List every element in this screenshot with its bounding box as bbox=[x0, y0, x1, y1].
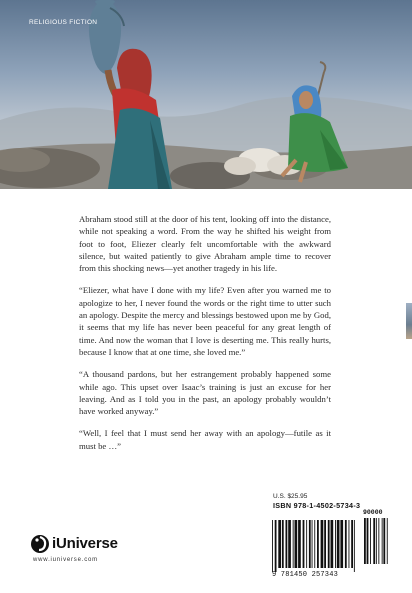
barcode-bar bbox=[340, 520, 343, 568]
barcode-bar bbox=[278, 520, 281, 568]
barcode-addon-digits: 90000 bbox=[363, 509, 383, 516]
barcode-addon-bar bbox=[364, 518, 366, 564]
barcode-bar bbox=[335, 520, 336, 568]
barcode-bar bbox=[309, 520, 311, 568]
barcode-bar bbox=[306, 520, 307, 568]
barcode-bar bbox=[312, 520, 313, 568]
isbn-label: ISBN 978-1-4502-5734-3 bbox=[273, 501, 361, 510]
barcode-bar bbox=[272, 520, 273, 572]
excerpt-paragraph: “Eliezer, what have I done with my life? Even after you warned me to apologize to her, I never found the words or the right time to utter such an apology. Despite the mercy and blessings bestowed upon me by God, it seems that my life has never been peaceful for any great length of time. And now the woman that I love is deserting me. This really hurts, because I know that at one time, she loved me.” bbox=[79, 285, 331, 357]
publisher-url: www.iuniverse.com bbox=[33, 557, 98, 563]
barcode-bar bbox=[345, 520, 347, 568]
barcode-bar bbox=[303, 520, 305, 568]
excerpt-paragraph: “Well, I feel that I must send her away with an apology—futile as it must be …” bbox=[79, 428, 331, 451]
barcode-digits: 9 781450 257343 bbox=[272, 571, 339, 579]
barcode-bar bbox=[275, 520, 277, 572]
excerpt-paragraph: Abraham stood still at the door of his tent, looking off into the distance, while not speaking a word. From the way he shifted his weight from foot to foot, Eliezer clearly felt uncomfortable with the awkward silence, but waited patiently to give Abraham ample time to recover from this shocking news—yet another tragedy in his life. bbox=[79, 214, 331, 274]
barcode-bar bbox=[288, 520, 291, 568]
barcode-bar bbox=[337, 520, 340, 568]
barcode-addon-bar bbox=[382, 518, 383, 564]
barcode-bar bbox=[354, 520, 355, 572]
barcode-addon-bar bbox=[378, 518, 379, 564]
barcode-bar bbox=[351, 520, 353, 568]
biblical-scene-illustration bbox=[0, 0, 412, 189]
barcode-bar bbox=[286, 520, 288, 568]
publisher-name: iUniverse bbox=[52, 535, 118, 552]
barcode-bar bbox=[328, 520, 330, 568]
barcode-bar bbox=[295, 520, 298, 568]
genre-label: RELIGIOUS FICTION bbox=[29, 19, 98, 26]
barcode-bar bbox=[293, 520, 294, 568]
barcode-bar bbox=[321, 520, 324, 568]
barcode-addon-bar bbox=[370, 518, 371, 564]
cover-illustration bbox=[0, 0, 412, 189]
barcode-bar bbox=[324, 520, 326, 568]
excerpt-paragraph: “A thousand pardons, but her estrangement probably happened some while ago. This upset over Isaac’s training is just an excuse for her leaving. And as I told you in the past, an apology probably wouldn’t have worked anyway.” bbox=[79, 369, 331, 417]
barcode-addon-bar bbox=[376, 518, 377, 564]
spine-image-fragment bbox=[406, 303, 412, 339]
barcode bbox=[264, 508, 396, 578]
price-label: U.S. $25.95 bbox=[273, 493, 308, 500]
barcode-bar bbox=[331, 520, 334, 568]
iuniverse-swirl-icon bbox=[30, 533, 50, 555]
barcode-addon-bar bbox=[387, 518, 388, 564]
barcode-bar bbox=[282, 520, 284, 568]
barcode-bar bbox=[314, 520, 315, 568]
barcode-addon-bar bbox=[373, 518, 375, 564]
barcode-bar bbox=[317, 520, 319, 568]
barcode-addon-bar bbox=[383, 518, 385, 564]
barcode-bar bbox=[349, 520, 350, 568]
back-cover-excerpt bbox=[79, 213, 331, 462]
barcode-bar bbox=[298, 520, 301, 568]
barcode-addon-bar bbox=[367, 518, 369, 564]
